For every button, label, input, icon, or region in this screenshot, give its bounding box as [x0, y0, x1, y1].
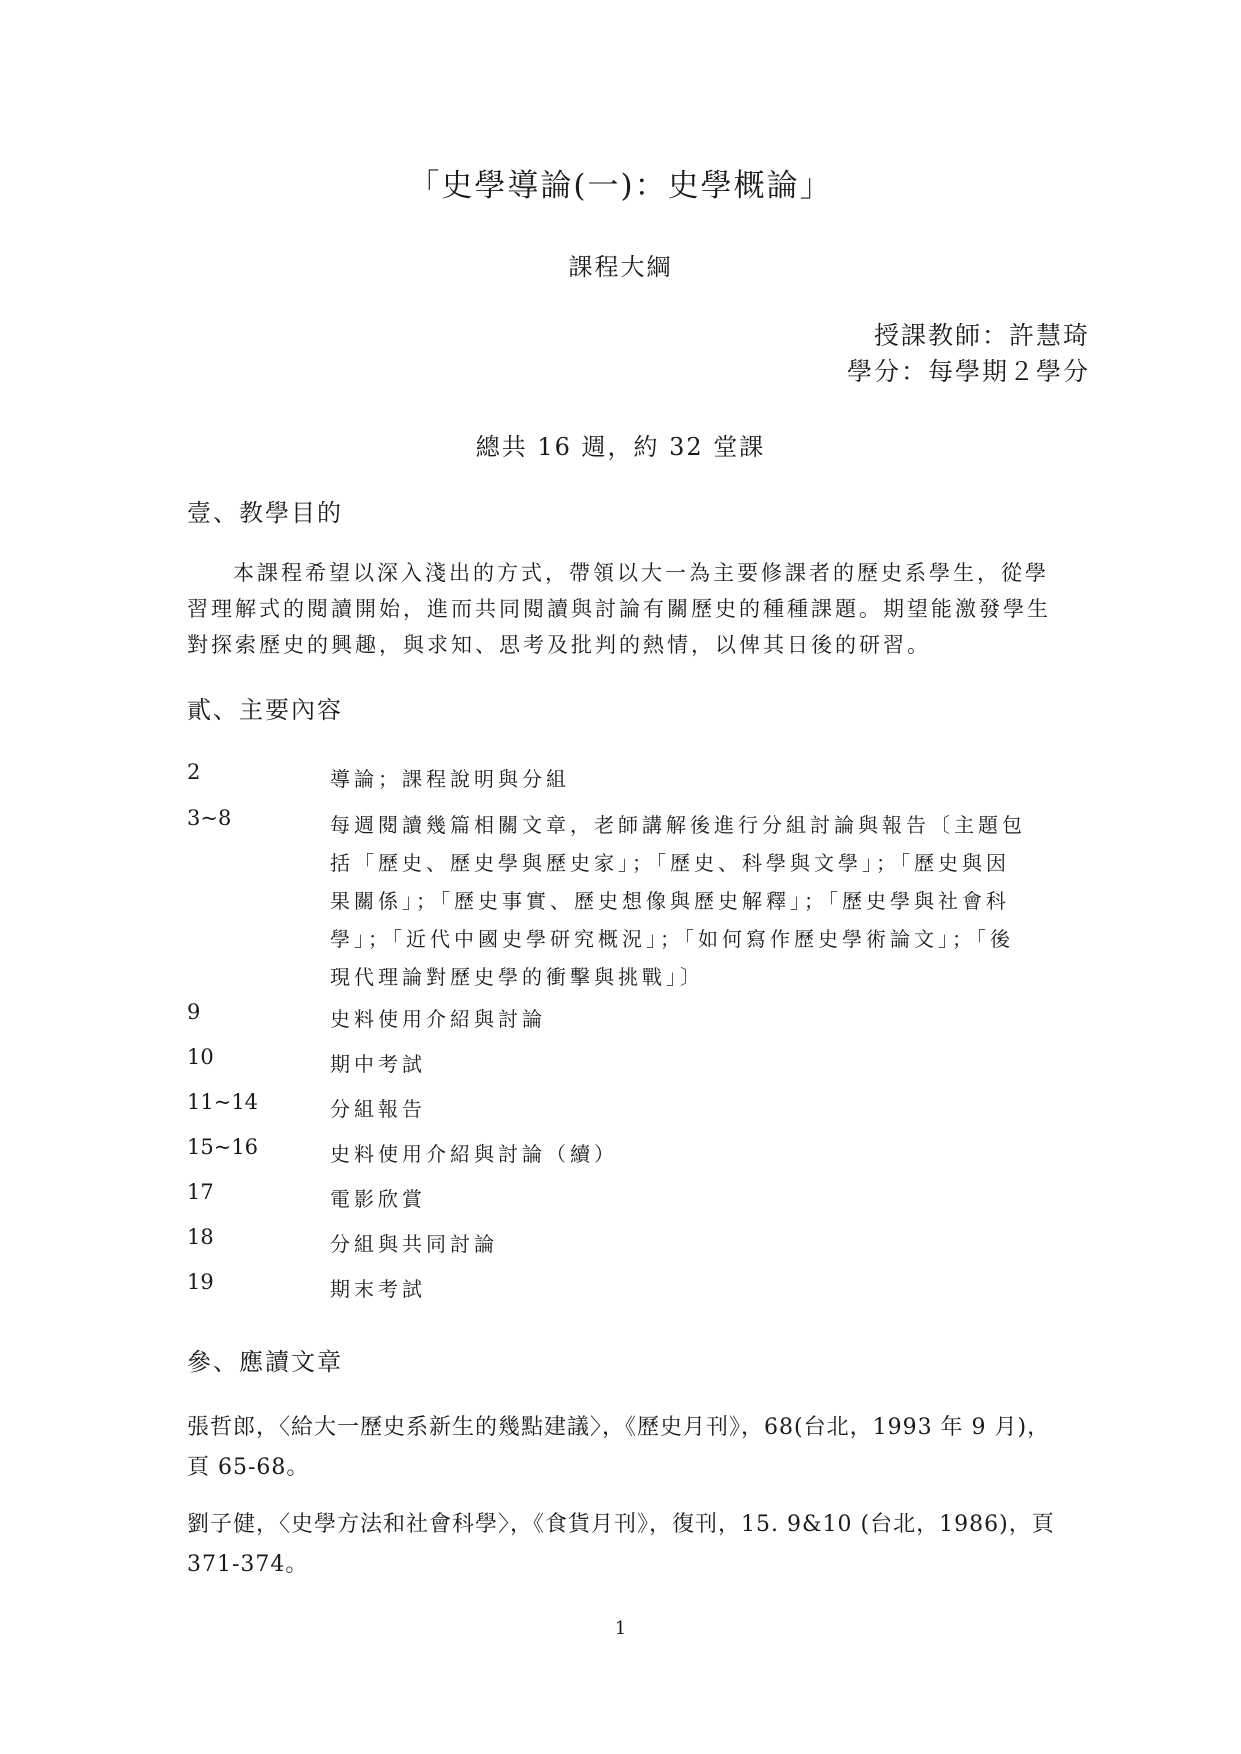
schedule-week: 10	[187, 1045, 214, 1069]
schedule-row	[187, 1045, 1067, 1083]
schedule-topic: 電影欣賞	[330, 1187, 426, 1211]
schedule-row	[187, 760, 1067, 798]
schedule-week: 19	[187, 1270, 214, 1294]
section-heading-purpose: 壹、教學目的	[187, 499, 343, 527]
schedule-row	[187, 806, 1067, 996]
schedule-topic: 導論；課程說明與分組	[330, 767, 570, 791]
section-heading-content: 貳、主要內容	[187, 696, 343, 724]
document-title: 「史學導論(一)：史學概論」	[408, 168, 833, 204]
page-number: 1	[614, 1618, 627, 1639]
schedule-week: 2	[187, 760, 201, 784]
weeks-summary: 總共 16 週，約 32 堂課	[475, 433, 766, 461]
schedule-week: 3~8	[187, 806, 232, 830]
schedule-topic: 期中考試	[330, 1052, 426, 1076]
schedule-row	[187, 1270, 1067, 1308]
credits-line: 學分：每學期２學分	[846, 357, 1090, 386]
schedule-topic: 分組與共同討論	[330, 1232, 498, 1256]
schedule-week: 11~14	[187, 1090, 259, 1114]
schedule-topic: 分組報告	[330, 1097, 426, 1121]
reference-entry: 張哲郎，〈給大一歷史系新生的幾點建議〉，《歷史月刊》，68(台北，1993 年 9 月)，頁 65-68。	[187, 1415, 1051, 1480]
schedule-row	[187, 1225, 1067, 1263]
schedule-row	[187, 1135, 1067, 1173]
schedule-week: 9	[187, 1000, 201, 1024]
section-heading-readings: 參、應讀文章	[187, 1348, 343, 1376]
schedule-topic: 史料使用介紹與討論	[330, 1007, 546, 1031]
schedule-row	[187, 1000, 1067, 1038]
schedule-row	[187, 1090, 1067, 1128]
schedule-topic: 每週閱讀幾篇相關文章，老師講解後進行分組討論與報告〔主題包括「歷史、歷史學與歷史家」；「歷史、科學與文學」；「歷史與因果關係」；「歷史事實、歷史想像與歷史解釋」；「歷史學與社會科學」；「近代中國史學研究概況」；「如何寫作歷史學術論文」；「後現代理論對歷史學的衝擊與挑戰」〕	[330, 813, 1026, 989]
schedule-topic: 史料使用介紹與討論（續）	[330, 1142, 618, 1166]
schedule-week: 15~16	[187, 1135, 259, 1159]
reference-entry: 劉子健，〈史學方法和社會科學〉，《食貨月刊》，復刊，15. 9&10 (台北，1986)，頁 371-374。	[187, 1512, 1055, 1577]
schedule-row	[187, 1180, 1067, 1218]
document-subtitle: 課程大綱	[568, 253, 673, 281]
instructor-line: 授課教師：許慧琦	[873, 321, 1090, 350]
schedule-topic: 期末考試	[330, 1277, 426, 1301]
purpose-paragraph: 本課程希望以深入淺出的方式，帶領以大一為主要修課者的歷史系學生，從學習理解式的閱讀開始，進而共同閱讀與討論有關歷史的種種課題。期望能激發學生對探索歷史的興趣，與求知、思考及批判的熱情，以俾其日後的研習。	[187, 561, 1051, 657]
schedule-week: 17	[187, 1180, 214, 1204]
schedule-week: 18	[187, 1225, 214, 1249]
